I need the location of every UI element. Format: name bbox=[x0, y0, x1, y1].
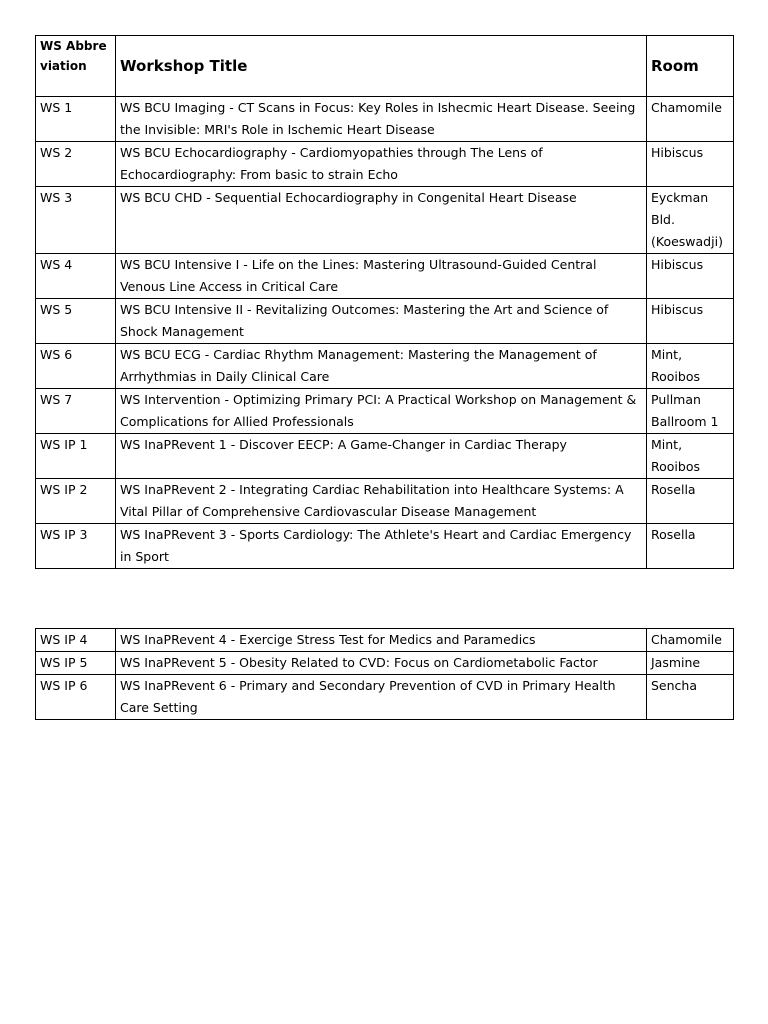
ws-abbreviation-cell: WS IP 5 bbox=[36, 652, 116, 675]
table-row bbox=[36, 344, 734, 389]
room-cell: Rosella bbox=[647, 524, 734, 569]
workshop-title-cell: WS BCU Intensive I - Life on the Lines: Mastering Ultrasound-Guided Central Venous Line Access in Critical Care bbox=[116, 254, 647, 299]
workshop-table-continued bbox=[35, 628, 734, 720]
table-row bbox=[36, 524, 734, 569]
workshop-table-body bbox=[36, 97, 734, 569]
ws-abbreviation-cell: WS 2 bbox=[36, 142, 116, 187]
workshop-title-cell: WS InaPRevent 6 - Primary and Secondary Prevention of CVD in Primary Health Care Setting bbox=[116, 675, 647, 720]
room-cell: Sencha bbox=[647, 675, 734, 720]
room-cell: Chamomile bbox=[647, 97, 734, 142]
workshop-title-cell: WS BCU Intensive II - Revitalizing Outcomes: Mastering the Art and Science of Shock Management bbox=[116, 299, 647, 344]
table-row bbox=[36, 389, 734, 434]
room-cell: Rosella bbox=[647, 479, 734, 524]
table-row bbox=[36, 187, 734, 254]
table-row bbox=[36, 142, 734, 187]
workshop-title-cell: WS Intervention - Optimizing Primary PCI: A Practical Workshop on Management & Complications for Allied Professionals bbox=[116, 389, 647, 434]
table-row bbox=[36, 675, 734, 720]
workshop-title-cell: WS InaPRevent 4 - Exercige Stress Test for Medics and Paramedics bbox=[116, 629, 647, 652]
ws-abbreviation-cell: WS IP 1 bbox=[36, 434, 116, 479]
room-cell: Pullman Ballroom 1 bbox=[647, 389, 734, 434]
ws-abbreviation-cell: WS IP 6 bbox=[36, 675, 116, 720]
room-cell: Chamomile bbox=[647, 629, 734, 652]
table-row bbox=[36, 652, 734, 675]
table-row bbox=[36, 629, 734, 652]
workshop-title-cell: WS InaPRevent 3 - Sports Cardiology: The Athlete's Heart and Cardiac Emergency in Sport bbox=[116, 524, 647, 569]
workshop-title-cell: WS InaPRevent 2 - Integrating Cardiac Rehabilitation into Healthcare Systems: A Vital Pillar of Comprehensive Cardiovascular Disease Management bbox=[116, 479, 647, 524]
ws-abbreviation-cell: WS 4 bbox=[36, 254, 116, 299]
workshop-table-continued-body bbox=[36, 629, 734, 720]
workshop-title-cell: WS BCU Imaging - CT Scans in Focus: Key Roles in Ishecmic Heart Disease. Seeing the Invisible: MRI's Role in Ischemic Heart Disease bbox=[116, 97, 647, 142]
table-row bbox=[36, 97, 734, 142]
room-cell: Mint, Rooibos bbox=[647, 434, 734, 479]
room-cell: Hibiscus bbox=[647, 142, 734, 187]
table-header-row bbox=[36, 36, 734, 97]
ws-abbreviation-cell: WS 1 bbox=[36, 97, 116, 142]
ws-abbreviation-cell: WS IP 4 bbox=[36, 629, 116, 652]
ws-abbreviation-cell: WS 7 bbox=[36, 389, 116, 434]
table-row bbox=[36, 479, 734, 524]
table-row bbox=[36, 299, 734, 344]
table-row bbox=[36, 254, 734, 299]
room-cell: Jasmine bbox=[647, 652, 734, 675]
header-workshop-title: Workshop Title bbox=[116, 36, 647, 97]
table-row bbox=[36, 434, 734, 479]
ws-abbreviation-cell: WS 6 bbox=[36, 344, 116, 389]
workshop-title-cell: WS BCU CHD - Sequential Echocardiography in Congenital Heart Disease bbox=[116, 187, 647, 254]
workshop-table bbox=[35, 35, 734, 569]
room-cell: Mint, Rooibos bbox=[647, 344, 734, 389]
ws-abbreviation-cell: WS IP 3 bbox=[36, 524, 116, 569]
workshop-title-cell: WS BCU Echocardiography - Cardiomyopathies through The Lens of Echocardiography: From basic to strain Echo bbox=[116, 142, 647, 187]
header-room: Room bbox=[647, 36, 734, 97]
header-ws-abbreviation: WS Abbreviation bbox=[36, 36, 116, 97]
room-cell: Eyckman Bld. (Koeswadji) bbox=[647, 187, 734, 254]
workshop-title-cell: WS InaPRevent 5 - Obesity Related to CVD: Focus on Cardiometabolic Factor bbox=[116, 652, 647, 675]
ws-abbreviation-cell: WS 5 bbox=[36, 299, 116, 344]
workshop-title-cell: WS BCU ECG - Cardiac Rhythm Management: Mastering the Management of Arrhythmias in Daily Clinical Care bbox=[116, 344, 647, 389]
room-cell: Hibiscus bbox=[647, 299, 734, 344]
ws-abbreviation-cell: WS 3 bbox=[36, 187, 116, 254]
workshop-title-cell: WS InaPRevent 1 - Discover EECP: A Game-Changer in Cardiac Therapy bbox=[116, 434, 647, 479]
ws-abbreviation-cell: WS IP 2 bbox=[36, 479, 116, 524]
room-cell: Hibiscus bbox=[647, 254, 734, 299]
